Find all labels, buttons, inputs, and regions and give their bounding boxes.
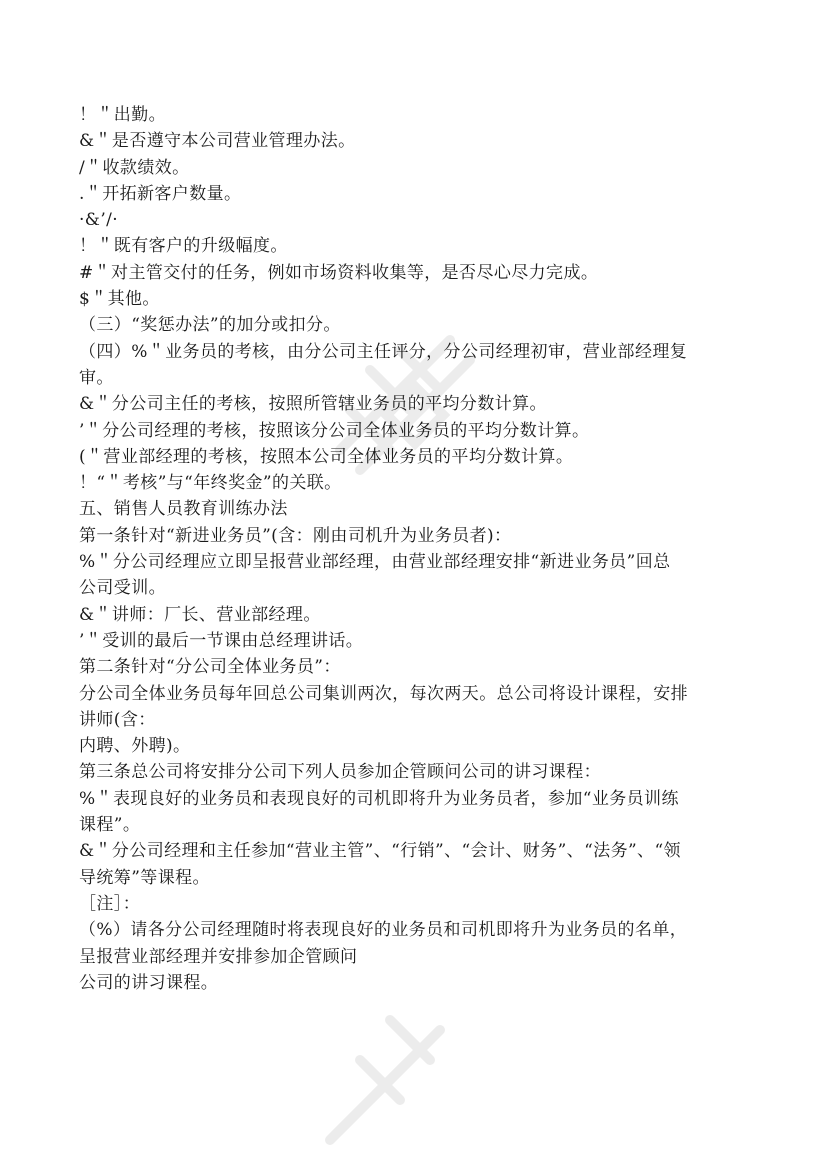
note-label: ［注］： (79, 893, 141, 914)
text-line: 呈报营业部经理并安排参加企管顾问 (79, 946, 358, 967)
text-line: %＂分公司经理应立即呈报营业部经理，由营业部经理安排“新进业务员”回总 (79, 552, 671, 573)
text-line: /＂收款绩效。 (79, 157, 190, 178)
text-line: （%）请各分公司经理随时将表现良好的业务员和司机即将升为业务员的名单， (79, 920, 688, 941)
text-line: .＂开拓新客户数量。 (79, 183, 242, 204)
text-line: ！“＂考核”与“年终奖金”的关联。 (79, 473, 342, 494)
text-line: %＂表现良好的业务员和表现良好的司机即将升为业务员者，参加“业务员训练 (79, 788, 679, 809)
text-line: &＂讲师：厂长、营业部经理。 (79, 604, 321, 625)
text-line: 第三条总公司将安排分公司下列人员参加企管顾问公司的讲习课程： (79, 762, 601, 783)
text-line: ·&’/· (79, 210, 119, 231)
text-line: #＂对主管交付的任务，例如市场资料收集等，是否尽心尽力完成。 (79, 262, 599, 283)
text-line: 课程”。 (79, 815, 141, 836)
text-line: 讲师(含： (79, 709, 156, 730)
text-line: ’＂受训的最后一节课由总经理讲话。 (79, 630, 364, 651)
text-line: (＂营业部经理的考核，按照本公司全体业务员的平均分数计算。 (79, 446, 574, 467)
text-line: &＂分公司经理和主任参加“营业主管”、“行销”、“会计、财务”、“法务”、“领 (79, 841, 681, 862)
document-body (79, 102, 759, 996)
text-line: &＂分公司主任的考核，按照所管辖业务员的平均分数计算。 (79, 394, 547, 415)
text-line: 审。 (79, 367, 114, 388)
text-line: ！＂出勤。 (79, 105, 166, 125)
text-line: 导统筹”等课程。 (79, 867, 210, 888)
section-heading: 五、销售人员教育训练办法 (79, 499, 288, 520)
text-line: 分公司全体业务员每年回总公司集训两次，每次两天。总公司将设计课程，安排 (79, 683, 688, 704)
text-line: &＂是否遵守本公司营业管理办法。 (79, 131, 356, 152)
text-line: 第一条针对“新进业务员”(含：刚由司机升为业务员者)： (79, 525, 512, 546)
text-line: 公司受训。 (79, 578, 166, 599)
text-line: ！＂既有客户的升级幅度。 (79, 236, 288, 257)
text-line: （三）“奖惩办法”的加分或扣分。 (79, 315, 341, 336)
text-line: 第二条针对“分公司全体业务员”： (79, 657, 341, 678)
text-line: 内聘、外聘)。 (79, 736, 191, 757)
text-line: （四）%＂业务员的考核，由分公司主任评分，分公司经理初审，营业部经理复 (79, 341, 688, 362)
text-line: 公司的讲习课程。 (79, 972, 219, 993)
text-line: $＂其他。 (79, 289, 160, 310)
text-line: ’＂分公司经理的考核，按照该分公司全体业务员的平均分数计算。 (79, 420, 590, 441)
